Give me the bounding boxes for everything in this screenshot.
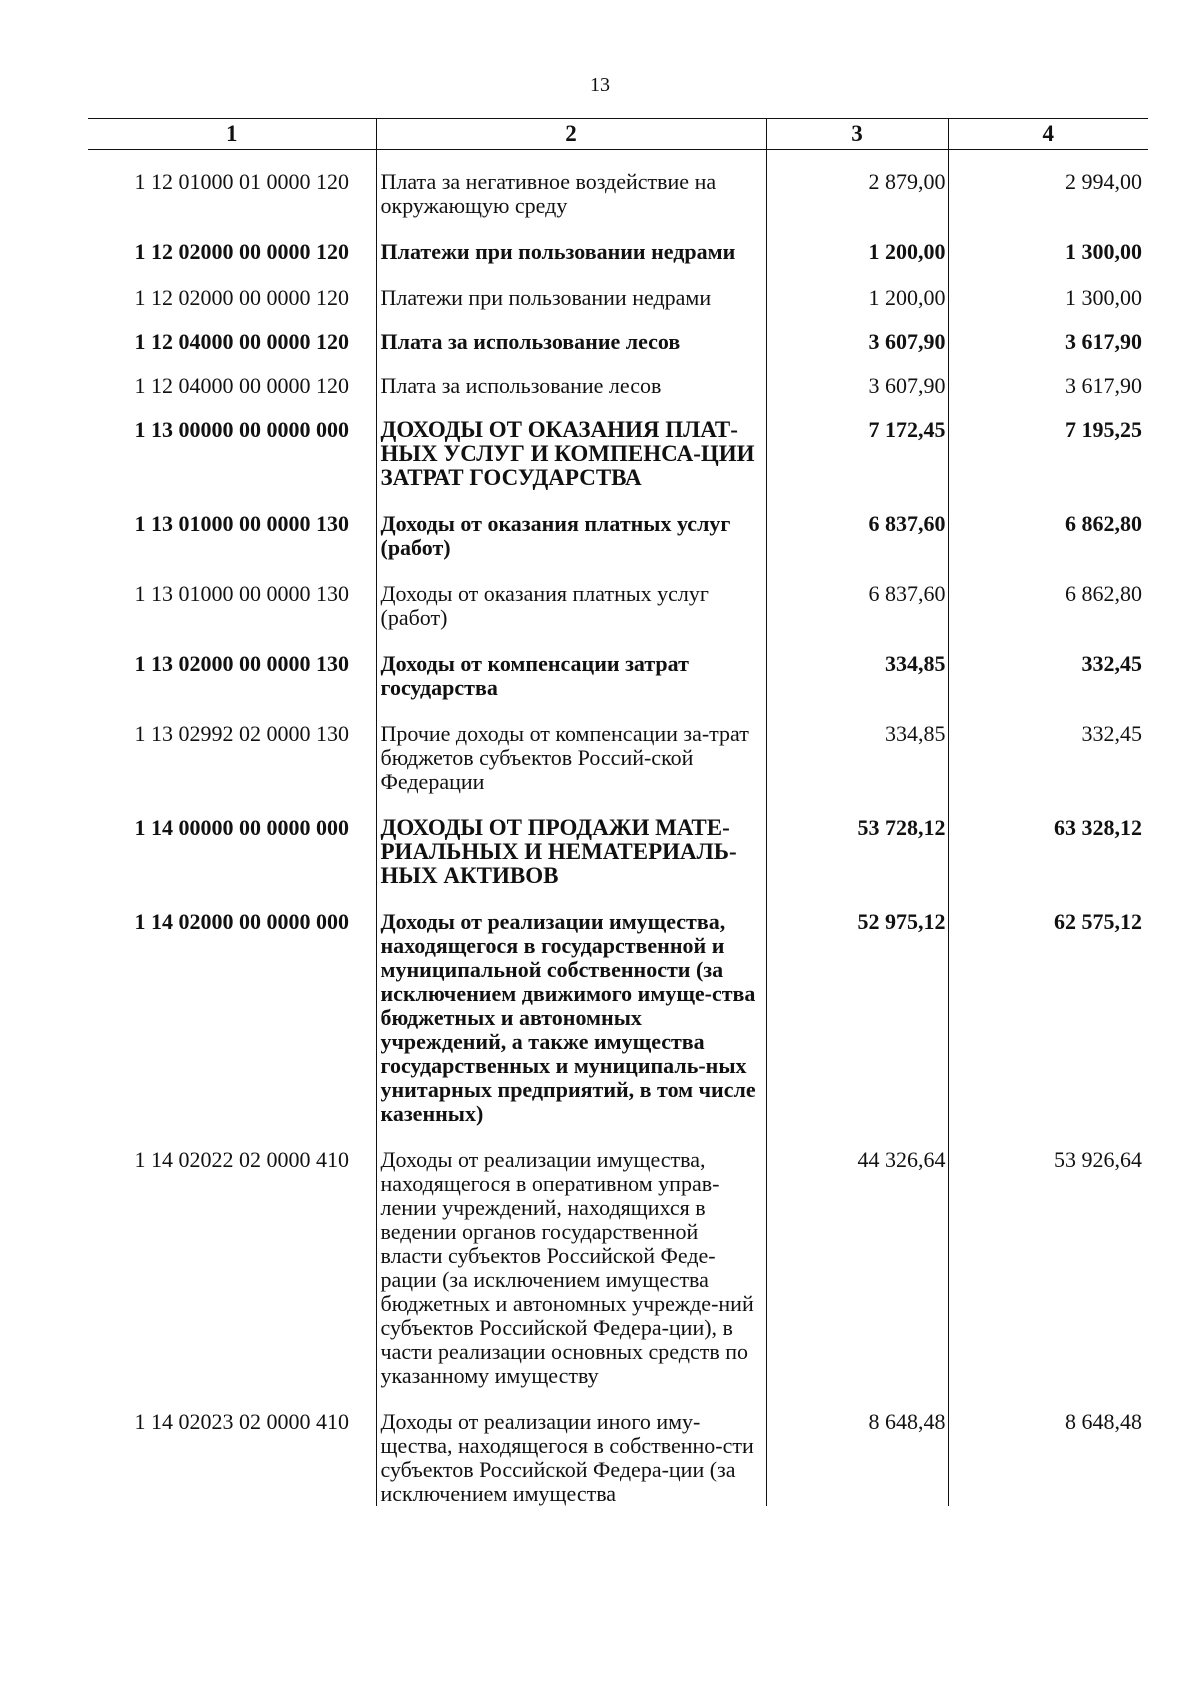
row-value-4: 3 617,90 — [1065, 329, 1142, 354]
row-name: ДОХОДЫ ОТ ОКАЗАНИЯ ПЛАТ-НЫХ УСЛУГ И КОМПЕНСА-ЦИИ ЗАТРАТ ГОСУДАРСТВА — [376, 418, 766, 490]
row-name: Плата за использование лесов — [376, 374, 766, 398]
row-name: Плата за использование лесов — [376, 330, 766, 354]
table-row — [88, 722, 1148, 794]
row-code: 1 12 01000 01 0000 120 — [134, 169, 349, 194]
row-name: Доходы от оказания платных услуг (работ) — [376, 512, 766, 560]
row-value-3: 334,85 — [766, 652, 948, 700]
table-row — [88, 240, 1148, 264]
row-value-4: 7 195,25 — [1065, 417, 1142, 442]
row-code: 1 12 04000 00 0000 120 — [134, 329, 349, 354]
table-row — [88, 910, 1148, 1126]
table-row — [88, 330, 1148, 354]
row-value-3: 1 200,00 — [766, 286, 948, 310]
row-value-3: 44 326,64 — [766, 1148, 948, 1388]
row-code: 1 12 02000 00 0000 120 — [134, 285, 349, 310]
row-name: Плата за негативное воздействие на окружающую среду — [376, 170, 766, 218]
row-name: Доходы от оказания платных услуг (работ) — [376, 582, 766, 630]
row-code: 1 13 02992 02 0000 130 — [134, 721, 349, 746]
row-code: 1 14 02023 02 0000 410 — [134, 1409, 349, 1434]
table-row — [88, 512, 1148, 560]
row-value-3: 7 172,45 — [766, 418, 948, 490]
table-row — [88, 374, 1148, 398]
table-row — [88, 286, 1148, 310]
row-value-4: 53 926,64 — [1054, 1147, 1142, 1172]
row-code: 1 13 01000 00 0000 130 — [134, 511, 349, 536]
row-value-4: 8 648,48 — [1065, 1409, 1142, 1434]
row-value-4: 332,45 — [1081, 651, 1142, 676]
row-value-4: 332,45 — [1081, 721, 1142, 746]
row-code: 1 12 02000 00 0000 120 — [134, 239, 349, 264]
row-name: Прочие доходы от компенсации за-трат бюджетов субъектов Россий-ской Федерации — [376, 722, 766, 794]
row-name: ДОХОДЫ ОТ ПРОДАЖИ МАТЕ-РИАЛЬНЫХ И НЕМАТЕРИАЛЬ-НЫХ АКТИВОВ — [376, 816, 766, 888]
row-value-3: 1 200,00 — [766, 240, 948, 264]
revenue-table — [88, 118, 1148, 1506]
row-value-4: 2 994,00 — [1065, 169, 1142, 194]
table-row — [88, 652, 1148, 700]
table-row — [88, 1410, 1148, 1506]
row-value-3: 8 648,48 — [766, 1410, 948, 1506]
row-code: 1 13 01000 00 0000 130 — [134, 581, 349, 606]
page-number: 13 — [590, 74, 610, 96]
row-value-3: 53 728,12 — [766, 816, 948, 888]
header-col-3: 3 — [766, 119, 948, 150]
table-row — [88, 1148, 1148, 1388]
row-value-4: 62 575,12 — [1054, 909, 1142, 934]
row-value-3: 6 837,60 — [766, 582, 948, 630]
row-value-3: 52 975,12 — [766, 910, 948, 1126]
row-value-4: 1 300,00 — [1065, 285, 1142, 310]
row-name: Платежи при пользовании недрами — [376, 240, 766, 264]
row-value-3: 6 837,60 — [766, 512, 948, 560]
row-name: Платежи при пользовании недрами — [376, 286, 766, 310]
row-name: Доходы от реализации иного иму-щества, находящегося в собственно-сти субъектов Российской Федера-ции (за исключением имущества — [376, 1410, 766, 1506]
row-code: 1 14 02000 00 0000 000 — [134, 909, 349, 934]
row-code: 1 13 00000 00 0000 000 — [134, 417, 349, 442]
row-name: Доходы от реализации имущества, находящегося в государственной и муниципальной собственности (за исключением движимого имуще-ства бюджетных и автономных учреждений, а также имущества государственных и муниципаль-ных унитарных предприятий, в том числе казенных) — [376, 910, 766, 1126]
row-value-4: 6 862,80 — [1065, 581, 1142, 606]
row-value-3: 334,85 — [766, 722, 948, 794]
header-col-4: 4 — [948, 119, 1148, 150]
row-value-4: 3 617,90 — [1065, 373, 1142, 398]
row-code: 1 14 02022 02 0000 410 — [134, 1147, 349, 1172]
header-col-1: 1 — [88, 119, 376, 150]
row-value-4: 6 862,80 — [1065, 511, 1142, 536]
row-name: Доходы от реализации имущества, находящегося в оперативном управ-лении учреждений, находящихся в ведении органов государственной власти субъектов Российской Феде-рации (за исключением имущества бюджетных и автономных учрежде-ний субъектов Российской Федера-ции), в части реализации основных средств по указанному имуществу — [376, 1148, 766, 1388]
row-value-3: 3 607,90 — [766, 330, 948, 354]
row-code: 1 13 02000 00 0000 130 — [134, 651, 349, 676]
table-row — [88, 418, 1148, 490]
header-row — [88, 119, 1148, 150]
header-col-2: 2 — [376, 119, 766, 150]
row-value-4: 63 328,12 — [1054, 815, 1142, 840]
table-row — [88, 582, 1148, 630]
row-value-3: 3 607,90 — [766, 374, 948, 398]
table-row — [88, 816, 1148, 888]
table-row — [88, 170, 1148, 218]
row-value-3: 2 879,00 — [766, 170, 948, 218]
row-value-4: 1 300,00 — [1065, 239, 1142, 264]
row-code: 1 12 04000 00 0000 120 — [134, 373, 349, 398]
row-name: Доходы от компенсации затрат государства — [376, 652, 766, 700]
row-code: 1 14 00000 00 0000 000 — [134, 815, 349, 840]
